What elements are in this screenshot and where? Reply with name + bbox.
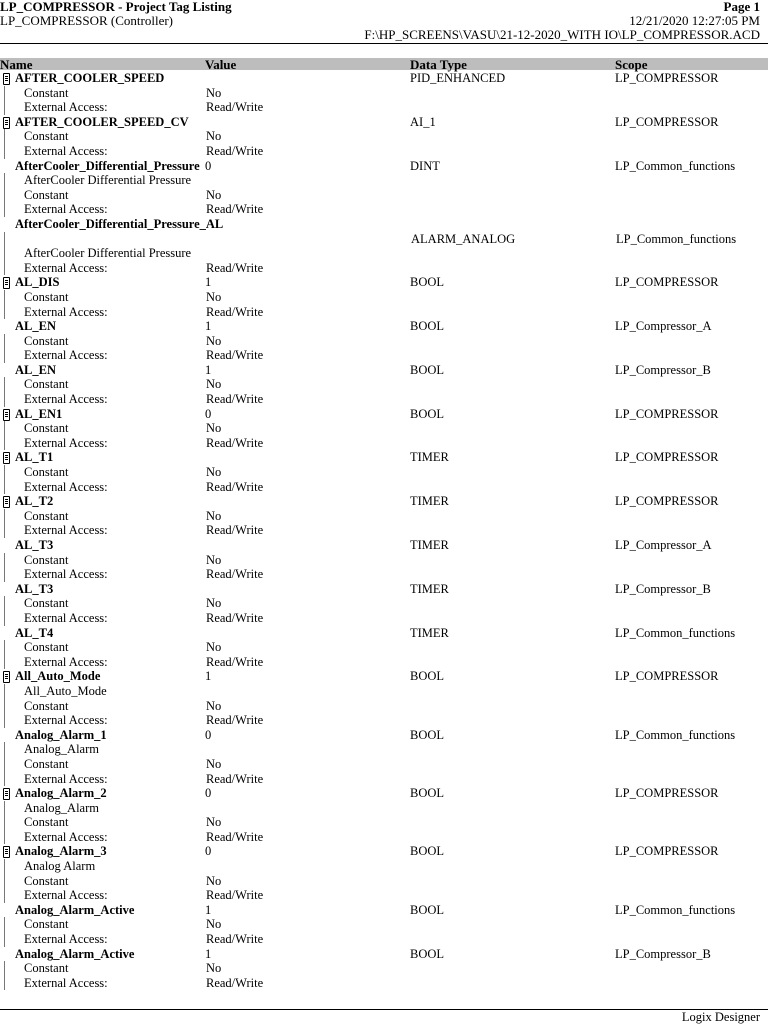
tag-description-row	[5, 859, 768, 874]
tag-name: AL_EN	[15, 362, 56, 377]
tag-description: Analog_Alarm	[24, 742, 99, 757]
tag-row[interactable]	[0, 407, 768, 422]
tag-description: AfterCooler Differential Pressure	[24, 246, 192, 261]
tag-external-access-row	[5, 772, 768, 787]
tag-constant-row	[5, 553, 768, 568]
external-access-value: Read/Write	[206, 435, 264, 450]
tag-data-type: TIMER	[410, 450, 449, 465]
tag-details	[4, 465, 768, 494]
external-access-value: Read/Write	[206, 771, 264, 786]
tag-entry	[0, 319, 768, 363]
tag-details	[4, 334, 768, 363]
tag-external-access-row	[5, 713, 768, 728]
external-access-value: Read/Write	[206, 932, 264, 947]
constant-value: No	[206, 596, 222, 611]
external-access-label: External Access:	[24, 523, 108, 538]
tag-constant-row	[5, 757, 768, 772]
external-access-value: Read/Write	[206, 304, 264, 319]
tag-details	[4, 917, 768, 946]
external-access-label: External Access:	[24, 888, 108, 903]
constant-value: No	[206, 508, 222, 523]
tag-description-row	[5, 742, 768, 757]
constant-label: Constant	[24, 596, 69, 611]
tag-details	[4, 509, 768, 538]
tag-data-type: BOOL	[410, 844, 445, 859]
tag-row[interactable]	[0, 319, 768, 334]
tag-constant-row	[5, 421, 768, 436]
tag-external-access-row	[5, 611, 768, 626]
tag-scope: LP_COMPRESSOR	[615, 406, 719, 421]
tag-name: AL_T3	[15, 581, 54, 596]
constant-label: Constant	[24, 961, 69, 976]
tag-data-type: PID_ENHANCED	[410, 71, 506, 85]
tag-value: 0	[205, 727, 212, 742]
constant-value: No	[206, 756, 222, 771]
tag-name: Analog_Alarm_Active	[15, 902, 135, 917]
tag-scope: LP_Common_functions	[615, 625, 736, 640]
external-access-value: Read/Write	[206, 202, 264, 217]
tag-constant-row	[5, 874, 768, 889]
tag-scope: LP_Common_functions	[615, 158, 736, 173]
tag-row[interactable]	[0, 275, 768, 290]
tag-details	[4, 290, 768, 319]
tag-entry	[0, 844, 768, 902]
tag-name: AfterCooler_Differential_Pressure	[15, 158, 200, 173]
tag-description: All_Auto_Mode	[24, 683, 107, 698]
tag-scope: LP_Common_functions	[616, 231, 737, 246]
tag-constant-row	[5, 815, 768, 830]
tag-external-access-row	[5, 144, 768, 159]
tag-description-row	[5, 684, 768, 699]
external-access-value: Read/Write	[206, 567, 264, 582]
tag-entry	[0, 363, 768, 407]
tag-type-row	[5, 232, 768, 247]
tag-details	[4, 961, 768, 990]
tag-name: AL_T1	[15, 450, 54, 465]
tag-row[interactable]	[0, 450, 768, 465]
constant-label: Constant	[24, 698, 69, 713]
tag-entry	[0, 159, 768, 217]
tag-details	[4, 421, 768, 450]
tag-row[interactable]	[0, 844, 768, 859]
tag-name: AFTER_COOLER_SPEED	[15, 71, 165, 85]
tag-value: 1	[205, 946, 212, 961]
tag-external-access-row	[5, 261, 768, 276]
tag-name: Analog_Alarm_1	[15, 727, 107, 742]
tag-entry	[0, 450, 768, 494]
tag-name: Analog_Alarm_Active	[15, 946, 135, 961]
tag-entry	[0, 728, 768, 786]
external-access-label: External Access:	[24, 975, 108, 990]
footer-divider	[0, 1009, 768, 1010]
tag-scope: LP_COMPRESSOR	[615, 494, 719, 509]
tag-details	[4, 173, 768, 217]
tag-entry	[0, 71, 768, 115]
constant-label: Constant	[24, 421, 69, 436]
external-access-label: External Access:	[24, 435, 108, 450]
constant-value: No	[206, 815, 222, 830]
alias-tag-icon	[3, 277, 10, 289]
external-access-label: External Access:	[24, 202, 108, 217]
tag-data-type: TIMER	[410, 538, 449, 552]
tag-constant-row	[5, 509, 768, 524]
constant-label: Constant	[24, 640, 69, 655]
constant-value: No	[206, 129, 222, 144]
tag-scope: LP_Compressor_A	[615, 538, 712, 552]
tag-name: Analog_Alarm_3	[15, 844, 107, 859]
external-access-value: Read/Write	[206, 888, 264, 903]
tag-external-access-row	[5, 655, 768, 670]
tag-entry	[0, 275, 768, 319]
tag-value: 1	[205, 362, 212, 377]
tag-external-access-row	[5, 888, 768, 903]
external-access-value: Read/Write	[206, 392, 264, 407]
external-access-label: External Access:	[24, 654, 108, 669]
tag-external-access-row	[5, 567, 768, 582]
external-access-label: External Access:	[24, 829, 108, 844]
tag-entry	[0, 947, 768, 991]
column-header-scope: Scope	[615, 57, 648, 72]
tag-scope: LP_Common_functions	[615, 902, 736, 917]
external-access-value: Read/Write	[206, 654, 264, 669]
tag-data-type: BOOL	[410, 362, 445, 377]
alias-tag-icon	[3, 846, 10, 858]
tag-constant-row	[5, 290, 768, 305]
tag-details	[4, 640, 768, 669]
tag-name: AL_T2	[15, 494, 54, 509]
tag-details	[4, 86, 768, 115]
tag-constant-row	[5, 129, 768, 144]
tag-constant-row	[5, 86, 768, 101]
tag-value: 1	[205, 669, 212, 684]
tag-entry	[0, 626, 768, 670]
alias-tag-icon	[3, 452, 10, 464]
tag-row[interactable]	[0, 115, 768, 130]
tag-data-type: BOOL	[410, 946, 445, 961]
page-number: Page 1	[723, 0, 760, 14]
tag-name: Analog_Alarm_2	[15, 786, 107, 801]
external-access-value: Read/Write	[206, 829, 264, 844]
tag-data-type: TIMER	[410, 581, 449, 596]
footer-text: Logix Designer	[681, 1010, 760, 1024]
tag-data-type: BOOL	[410, 786, 445, 801]
tag-list	[0, 71, 768, 990]
constant-value: No	[206, 85, 222, 100]
report-header	[0, 0, 760, 44]
tag-data-type: TIMER	[410, 494, 449, 509]
external-access-value: Read/Write	[206, 143, 264, 158]
tag-entry	[0, 786, 768, 844]
constant-value: No	[206, 698, 222, 713]
tag-external-access-row	[5, 100, 768, 115]
tag-details	[4, 232, 768, 276]
tag-value: 0	[205, 406, 212, 421]
tag-scope: LP_Compressor_B	[615, 946, 711, 961]
constant-value: No	[206, 465, 222, 480]
tag-value: 0	[205, 158, 212, 173]
tag-row[interactable]	[0, 159, 768, 174]
tag-description: Analog_Alarm	[24, 800, 99, 815]
report-datetime: 12/21/2020 12:27:05 PM	[629, 13, 760, 28]
external-access-label: External Access:	[24, 100, 108, 115]
constant-value: No	[206, 917, 222, 932]
tag-row[interactable]	[0, 494, 768, 509]
tag-entry	[0, 903, 768, 947]
alias-tag-icon	[3, 671, 10, 683]
tag-data-type: BOOL	[410, 275, 445, 290]
constant-value: No	[206, 961, 222, 976]
tag-row[interactable]	[0, 363, 768, 378]
external-access-label: External Access:	[24, 392, 108, 407]
tag-constant-row	[5, 188, 768, 203]
tag-constant-row	[5, 377, 768, 392]
tag-name: AL_EN	[15, 319, 56, 334]
column-header-bar	[0, 58, 768, 70]
tag-name: AFTER_COOLER_SPEED_CV	[15, 114, 189, 129]
tag-name: AL_DIS	[15, 275, 60, 290]
tag-entry	[0, 538, 768, 582]
tag-data-type: BOOL	[410, 902, 445, 917]
tag-row[interactable]	[0, 71, 768, 86]
alias-tag-icon	[3, 117, 10, 129]
tag-scope: LP_COMPRESSOR	[615, 669, 719, 684]
header-divider	[0, 43, 768, 44]
constant-label: Constant	[24, 377, 69, 392]
report-subtitle: LP_COMPRESSOR (Controller)	[0, 13, 173, 28]
external-access-value: Read/Write	[206, 348, 264, 363]
tag-constant-row	[5, 334, 768, 349]
external-access-label: External Access:	[24, 567, 108, 582]
constant-label: Constant	[24, 289, 69, 304]
tag-row[interactable]	[0, 728, 768, 743]
tag-constant-row	[5, 596, 768, 611]
tag-external-access-row	[5, 202, 768, 217]
external-access-label: External Access:	[24, 479, 108, 494]
tag-details	[4, 742, 768, 786]
tag-scope: LP_COMPRESSOR	[615, 844, 719, 859]
tag-data-type: BOOL	[410, 406, 445, 421]
tag-row[interactable]	[0, 626, 768, 641]
tag-details	[4, 553, 768, 582]
constant-label: Constant	[24, 873, 69, 888]
tag-details	[4, 377, 768, 406]
constant-value: No	[206, 640, 222, 655]
external-access-label: External Access:	[24, 610, 108, 625]
tag-details	[4, 859, 768, 903]
tag-scope: LP_Common_functions	[615, 727, 736, 742]
constant-value: No	[206, 552, 222, 567]
external-access-label: External Access:	[24, 348, 108, 363]
tag-description: Analog Alarm	[24, 859, 96, 874]
tag-entry	[0, 115, 768, 159]
tag-row[interactable]	[0, 669, 768, 684]
column-header-value: Value	[205, 57, 237, 72]
tag-name: AL_T3	[15, 538, 54, 552]
tag-scope: LP_Compressor_B	[615, 581, 711, 596]
external-access-label: External Access:	[24, 304, 108, 319]
constant-value: No	[206, 289, 222, 304]
tag-row[interactable]	[0, 217, 768, 232]
external-access-label: External Access:	[24, 932, 108, 947]
constant-label: Constant	[24, 815, 69, 830]
tag-name: All_Auto_Mode	[15, 669, 101, 684]
tag-row[interactable]	[0, 538, 768, 553]
tag-external-access-row	[5, 436, 768, 451]
constant-value: No	[206, 873, 222, 888]
tag-data-type: AI_1	[410, 114, 436, 129]
tag-constant-row	[5, 917, 768, 932]
external-access-value: Read/Write	[206, 479, 264, 494]
external-access-value: Read/Write	[206, 260, 264, 275]
alias-tag-icon	[3, 496, 10, 508]
external-access-value: Read/Write	[206, 713, 264, 728]
tag-constant-row	[5, 699, 768, 714]
constant-label: Constant	[24, 187, 69, 202]
tag-row[interactable]	[0, 903, 768, 918]
tag-external-access-row	[5, 348, 768, 363]
constant-label: Constant	[24, 756, 69, 771]
tag-scope: LP_COMPRESSOR	[615, 114, 719, 129]
tag-constant-row	[5, 640, 768, 655]
constant-label: Constant	[24, 85, 69, 100]
tag-description-row	[5, 246, 768, 261]
tag-constant-row	[5, 961, 768, 976]
tag-details	[4, 801, 768, 845]
tag-external-access-row	[5, 976, 768, 991]
tag-data-type: BOOL	[410, 727, 445, 742]
tag-details	[4, 596, 768, 625]
alias-tag-icon	[3, 409, 10, 421]
tag-external-access-row	[5, 523, 768, 538]
tag-entry	[0, 217, 768, 275]
tag-scope: LP_Compressor_B	[615, 362, 711, 377]
tag-constant-row	[5, 465, 768, 480]
tag-data-type: TIMER	[410, 625, 449, 640]
tag-value: 0	[205, 786, 212, 801]
tag-row[interactable]	[0, 947, 768, 962]
tag-row[interactable]	[0, 582, 768, 597]
external-access-value: Read/Write	[206, 975, 264, 990]
constant-value: No	[206, 377, 222, 392]
constant-label: Constant	[24, 465, 69, 480]
external-access-value: Read/Write	[206, 523, 264, 538]
external-access-label: External Access:	[24, 771, 108, 786]
project-path: F:\HP_SCREENS\VASU\21-12-2020_WITH IO\LP_COMPRESSOR.ACD	[364, 27, 760, 42]
tag-data-type: BOOL	[410, 319, 445, 334]
tag-entry	[0, 407, 768, 451]
tag-details	[4, 129, 768, 158]
tag-description-row	[5, 173, 768, 188]
tag-external-access-row	[5, 392, 768, 407]
tag-name: AL_EN1	[15, 406, 63, 421]
tag-entry	[0, 582, 768, 626]
tag-name: AfterCooler_Differential_Pressure_AL	[15, 216, 224, 231]
tag-data-type: BOOL	[410, 669, 445, 684]
tag-external-access-row	[5, 480, 768, 495]
tag-scope: LP_COMPRESSOR	[615, 786, 719, 801]
tag-entry	[0, 494, 768, 538]
tag-value: 1	[205, 902, 212, 917]
constant-label: Constant	[24, 917, 69, 932]
tag-value: 0	[205, 844, 212, 859]
tag-scope: LP_COMPRESSOR	[615, 275, 719, 290]
tag-row[interactable]	[0, 786, 768, 801]
tag-external-access-row	[5, 305, 768, 320]
tag-entry	[0, 669, 768, 727]
tag-details	[4, 684, 768, 728]
tag-description: AfterCooler Differential Pressure	[24, 173, 192, 188]
tag-external-access-row	[5, 932, 768, 947]
tag-scope: LP_Compressor_A	[615, 319, 712, 334]
external-access-value: Read/Write	[206, 100, 264, 115]
tag-scope: LP_COMPRESSOR	[615, 450, 719, 465]
constant-label: Constant	[24, 552, 69, 567]
constant-value: No	[206, 333, 222, 348]
constant-label: Constant	[24, 333, 69, 348]
constant-label: Constant	[24, 129, 69, 144]
tag-description-row	[5, 801, 768, 816]
external-access-value: Read/Write	[206, 610, 264, 625]
tag-value: 1	[205, 275, 212, 290]
tag-external-access-row	[5, 830, 768, 845]
constant-value: No	[206, 421, 222, 436]
tag-scope: LP_COMPRESSOR	[615, 71, 719, 85]
alias-tag-icon	[3, 788, 10, 800]
tag-value: 1	[205, 319, 212, 334]
alias-tag-icon	[3, 73, 10, 85]
column-header-data-type: Data Type	[410, 57, 467, 72]
report-title: LP_COMPRESSOR - Project Tag Listing	[0, 0, 232, 14]
external-access-label: External Access:	[24, 260, 108, 275]
external-access-label: External Access:	[24, 713, 108, 728]
column-header-name: Name	[0, 57, 33, 72]
external-access-label: External Access:	[24, 143, 108, 158]
tag-data-type: DINT	[410, 158, 440, 173]
constant-value: No	[206, 187, 222, 202]
tag-name: AL_T4	[15, 625, 54, 640]
tag-data-type: ALARM_ANALOG	[411, 231, 516, 246]
constant-label: Constant	[24, 508, 69, 523]
